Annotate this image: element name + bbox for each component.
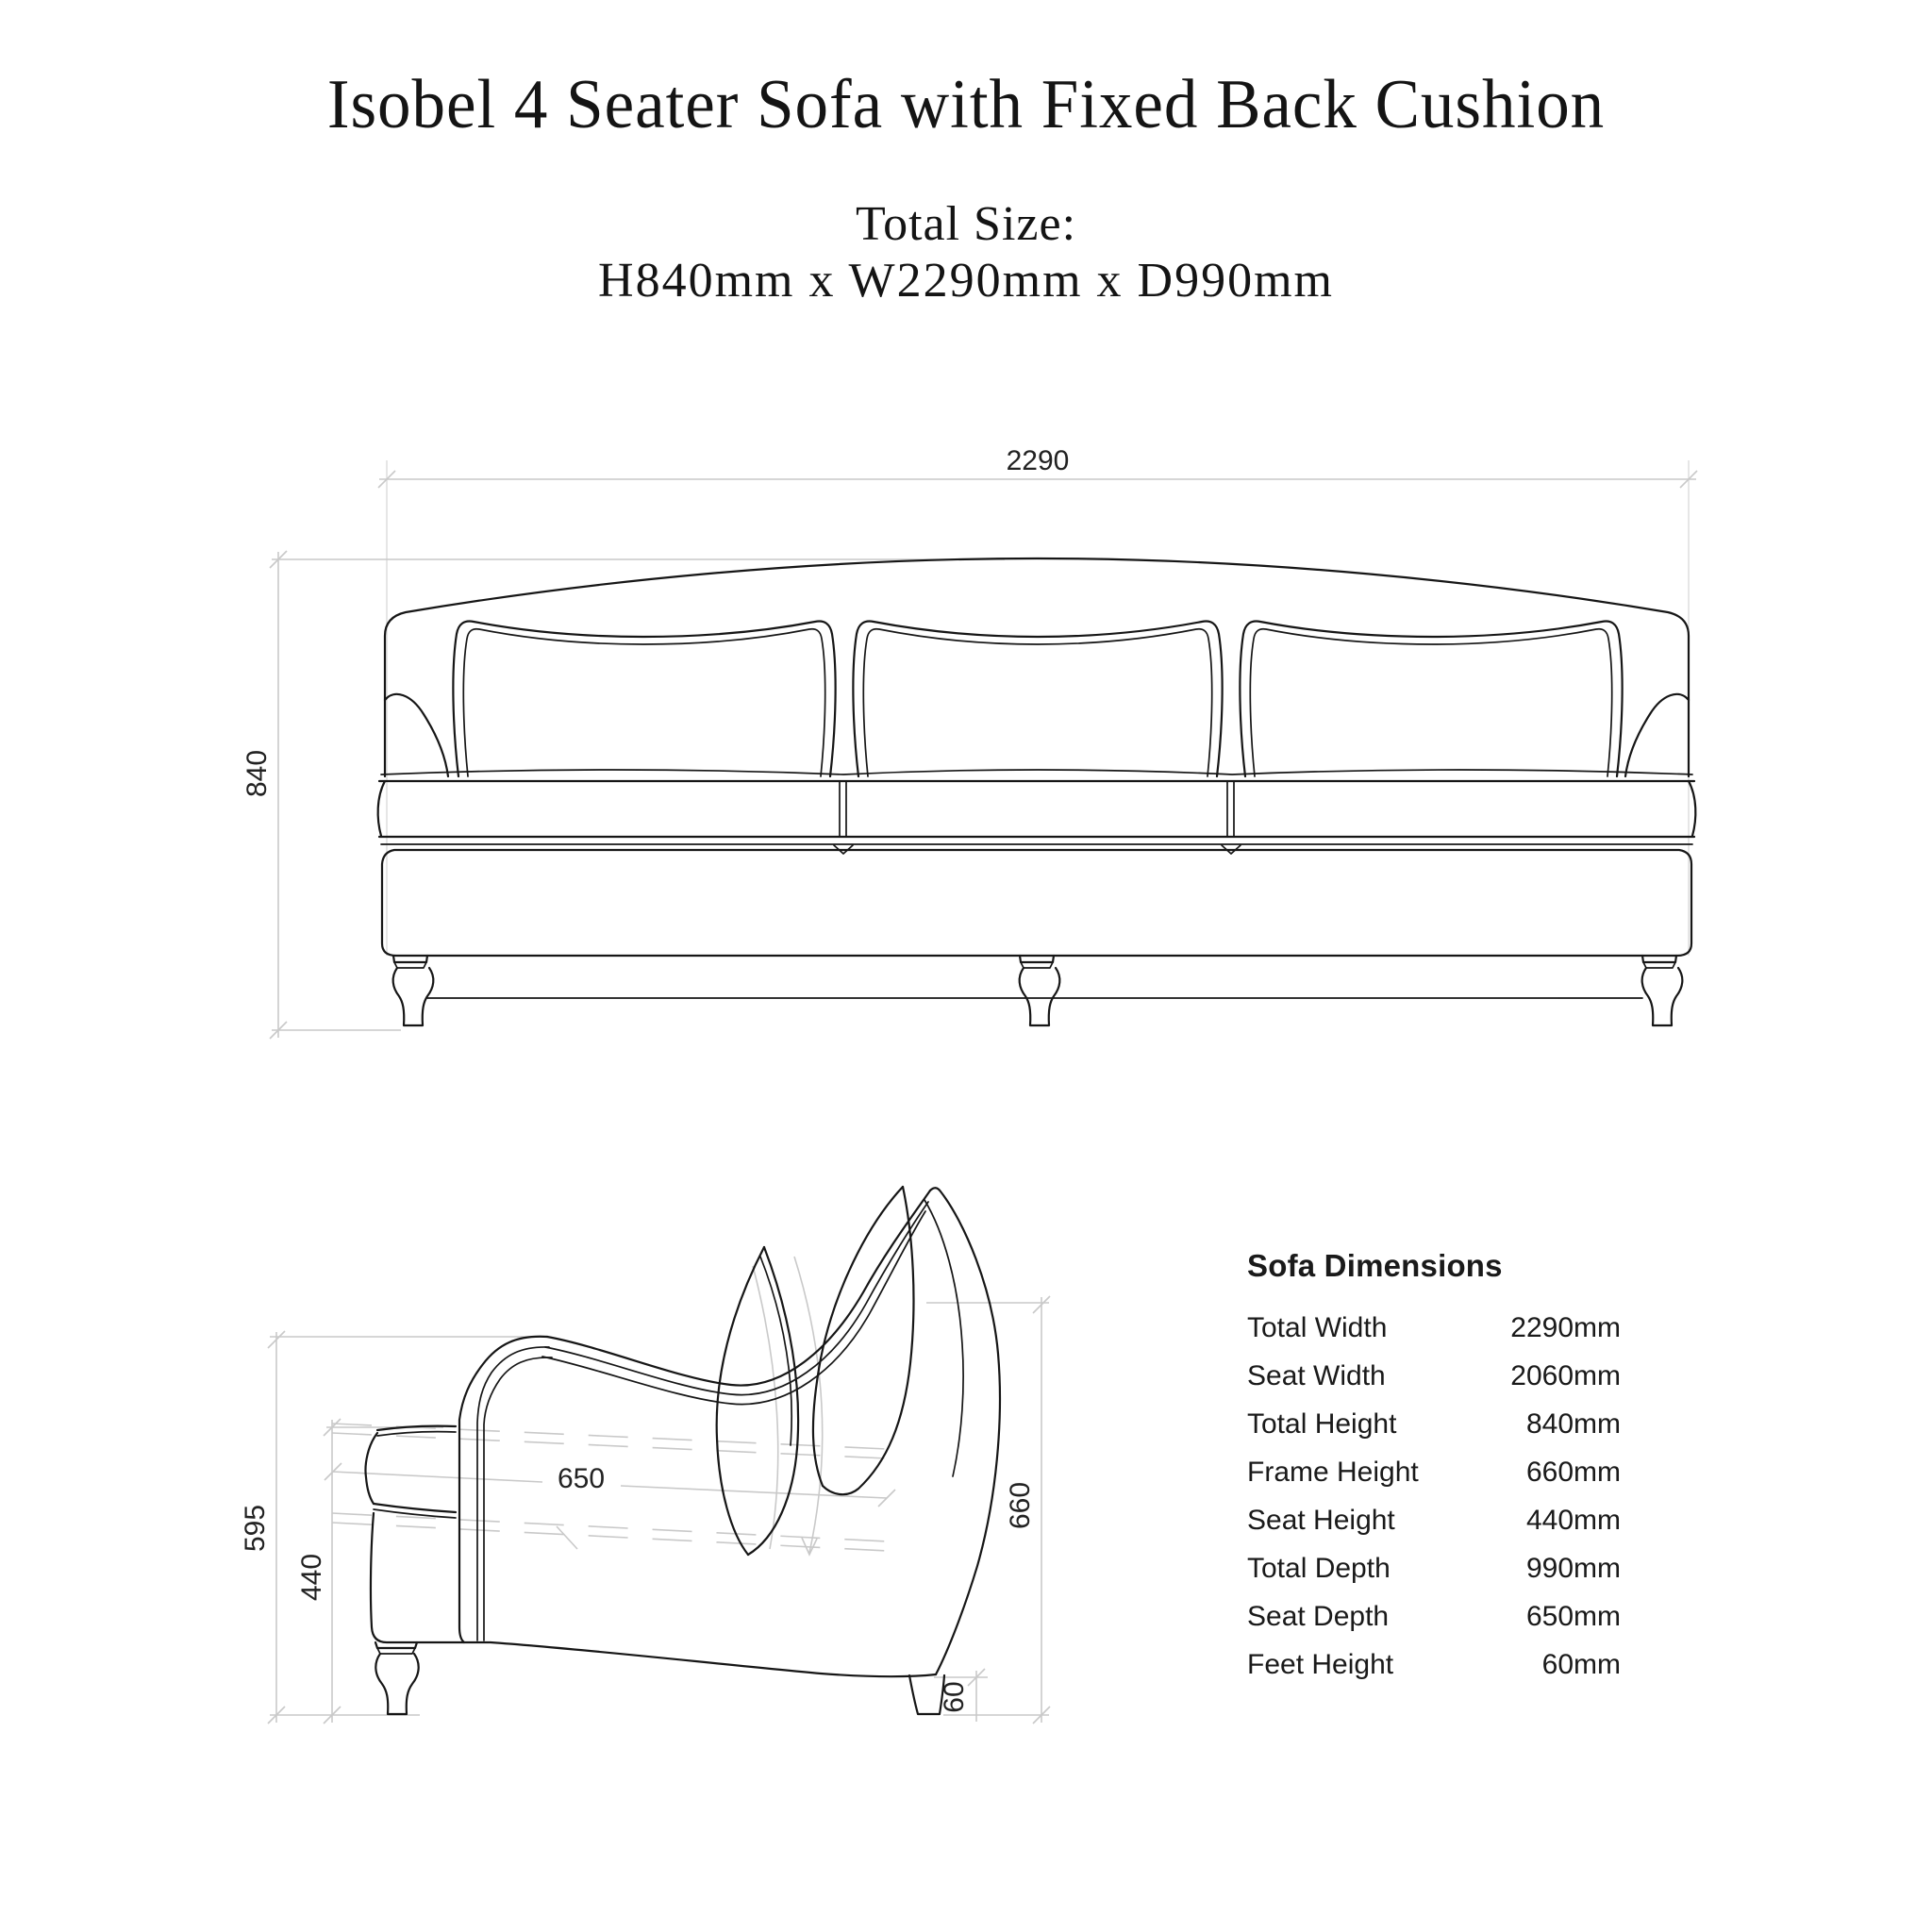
- side-595-label: 595: [240, 1504, 271, 1553]
- front-elevation-drawing: [189, 406, 1792, 1066]
- side-back-top: [547, 1191, 930, 1386]
- side-arm-piping: [477, 1347, 549, 1641]
- side-arm-outer: [459, 1337, 547, 1642]
- table-row: [1247, 1592, 1621, 1641]
- row-label: Total Height: [1247, 1408, 1397, 1440]
- table-row: [1247, 1641, 1621, 1689]
- page-title: Isobel 4 Seater Sofa with Fixed Back Cushion: [326, 66, 1606, 143]
- table-row: [1247, 1544, 1621, 1592]
- side-660-label: 660: [1005, 1481, 1036, 1530]
- sofa-leg: [1642, 956, 1683, 1025]
- front-width-dimension-label: 2290: [1006, 445, 1070, 476]
- row-label: Total Depth: [1247, 1553, 1391, 1584]
- row-value: 440mm: [1525, 1505, 1621, 1536]
- side-440-label: 440: [296, 1553, 327, 1602]
- sofa-front-outline: [378, 558, 1696, 1025]
- table-row: [1247, 1400, 1621, 1448]
- table-rows: [1247, 1304, 1621, 1689]
- sofa-arm-left: [385, 694, 448, 776]
- row-value: 60mm: [1541, 1649, 1621, 1680]
- seat-edge-right: [1689, 781, 1695, 836]
- side-650-label: 650: [557, 1463, 606, 1494]
- row-label: Seat Height: [1247, 1505, 1395, 1536]
- seat-divider: [1227, 781, 1234, 837]
- row-value: 2290mm: [1510, 1312, 1621, 1343]
- side-body: [371, 1513, 936, 1676]
- row-label: Seat Depth: [1247, 1601, 1390, 1632]
- sofa-leg: [393, 956, 434, 1025]
- side-back-cushion: [813, 1187, 903, 1486]
- side-back-edge: [930, 1188, 1000, 1674]
- side-elevation-drawing: [217, 1160, 1113, 1840]
- row-label: Frame Height: [1247, 1457, 1419, 1488]
- back-cushion-piping: [863, 629, 1211, 776]
- sofa-frame: [385, 558, 1689, 776]
- table-row: [1247, 1448, 1621, 1496]
- front-dimension-lines: [242, 445, 1697, 1039]
- row-value: 990mm: [1525, 1553, 1621, 1584]
- seat-divider: [840, 781, 846, 837]
- seat-edge-left: [378, 781, 385, 836]
- total-size-value: H840mm x W2290mm x D990mm: [598, 254, 1334, 308]
- back-cushion-piping: [463, 629, 824, 776]
- sofa-base: [382, 850, 1691, 956]
- side-back-inner: [924, 1200, 963, 1476]
- table-title: Sofa Dimensions: [1247, 1248, 1503, 1283]
- side-60-label: 60: [939, 1681, 970, 1713]
- table-row: [1247, 1304, 1621, 1352]
- row-value: 660mm: [1525, 1457, 1621, 1488]
- total-size-label: Total Size:: [855, 197, 1077, 251]
- back-cushion-piping: [1250, 629, 1611, 776]
- sofa-arm-right: [1625, 694, 1689, 776]
- seat-cushion-top: [381, 770, 1692, 774]
- table-row: [1247, 1496, 1621, 1544]
- side-front-cushion: [717, 1247, 764, 1555]
- row-label: Total Width: [1247, 1312, 1388, 1343]
- sofa-dimensions-table: [1247, 1247, 1621, 1689]
- side-arm-piping: [484, 1357, 552, 1641]
- row-value: 840mm: [1525, 1408, 1621, 1440]
- row-label: Seat Width: [1247, 1360, 1386, 1391]
- front-height-dimension-label: 840: [242, 749, 273, 798]
- sofa-leg: [1020, 956, 1060, 1025]
- row-value: 2060mm: [1510, 1360, 1621, 1391]
- sofa-side-outline: [366, 1187, 1000, 1714]
- row-value: 650mm: [1525, 1601, 1621, 1632]
- side-front-leg: [375, 1642, 419, 1714]
- row-label: Feet Height: [1247, 1649, 1394, 1680]
- side-dimension-lines: [240, 1257, 1050, 1724]
- table-row: [1247, 1352, 1621, 1400]
